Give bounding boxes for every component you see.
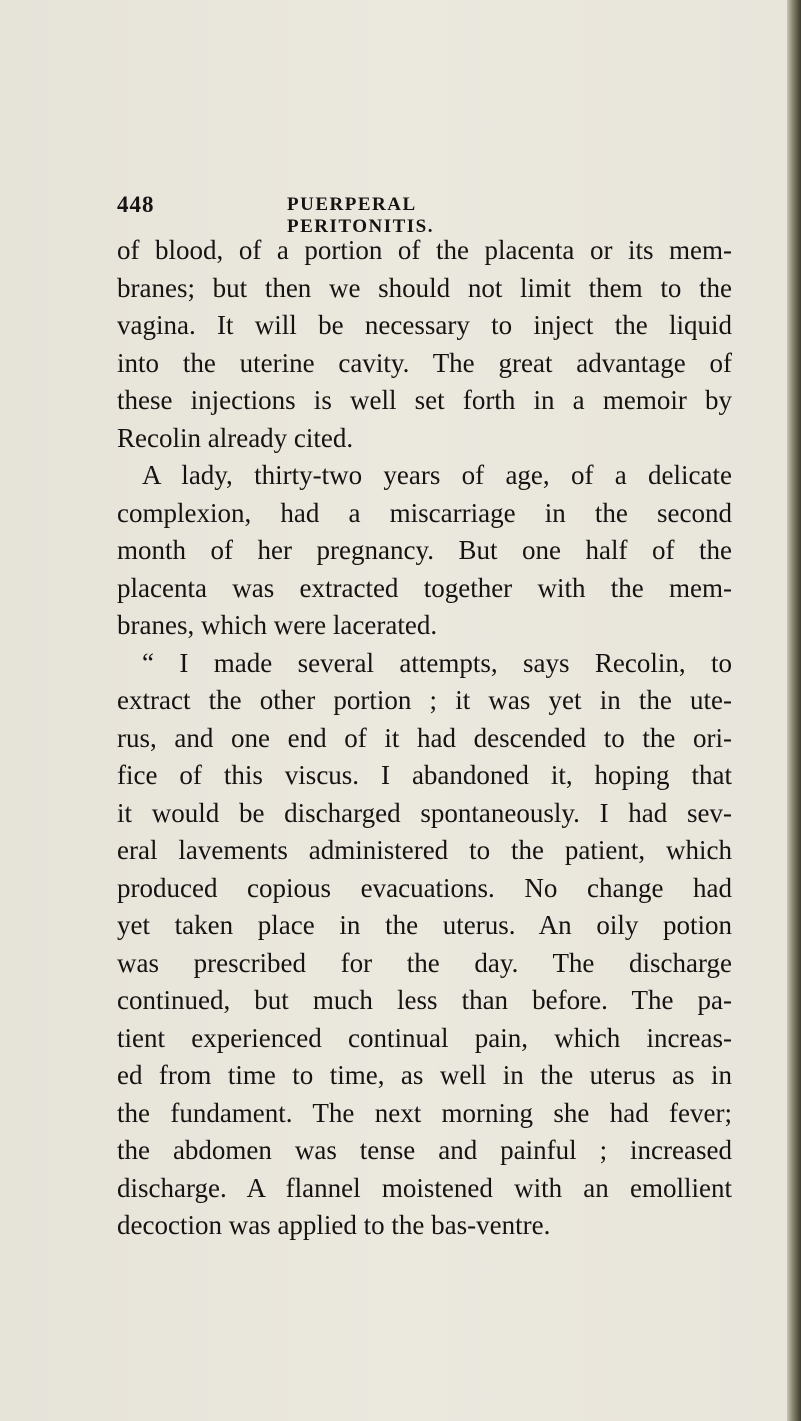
- text-line: Recolin already cited.: [117, 422, 354, 453]
- text-line: it would be discharged spontaneously. I had sev-: [117, 797, 732, 828]
- running-head: PUERPERAL PERITONITIS.: [287, 194, 435, 237]
- text-line: fice of this viscus. I abandoned it, hoping that: [117, 760, 732, 790]
- text-line: the fundament. The next morning she had fever;: [117, 1097, 732, 1128]
- text-line: branes; but then we should not limit them to the: [117, 272, 732, 303]
- text-line: discharge. A flannel moistened with an emollient: [117, 1172, 732, 1203]
- text-line: vagina. It will be necessary to inject the liquid: [117, 310, 732, 340]
- text-line: “ I made several attempts, says Recolin, to: [142, 647, 732, 678]
- text-line: these injections is well set forth in a memoir by: [117, 385, 732, 415]
- page-header: [117, 192, 557, 237]
- body-text: [117, 232, 732, 1245]
- text-line: month of her pregnancy. But one half of the: [117, 535, 732, 565]
- text-line: produced copious evacuations. No change had: [117, 872, 732, 903]
- text-line: ed from time to time, as well in the uterus as in: [117, 1060, 732, 1090]
- text-line: decoction was applied to the bas-ventre.: [117, 1210, 551, 1240]
- text-line: branes, which were lacerated.: [117, 610, 438, 640]
- text-line: of blood, of a portion of the placenta or its mem-: [117, 235, 732, 265]
- text-line: A lady, thirty-two years of age, of a delicate: [142, 460, 732, 490]
- text-line: rus, and one end of it had descended to the ori-: [117, 722, 732, 753]
- page-number: 448: [117, 192, 155, 217]
- text-line: placenta was extracted together with the mem-: [117, 572, 732, 603]
- text-line: the abdomen was tense and painful ; increased: [117, 1135, 732, 1165]
- text-line: yet taken place in the uterus. An oily potion: [117, 910, 732, 940]
- text-line: complexion, had a miscarriage in the second: [117, 497, 732, 528]
- text-line: tient experienced continual pain, which increas-: [117, 1022, 732, 1053]
- text-line: was prescribed for the day. The discharge: [117, 947, 732, 978]
- text-line: eral lavements administered to the patient, which: [117, 835, 732, 865]
- page-edge-shadow: [787, 0, 801, 1421]
- text-line: continued, but much less than before. The pa-: [117, 985, 732, 1015]
- text-line: into the uterine cavity. The great advantage of: [117, 347, 732, 378]
- text-line: extract the other portion ; it was yet in the ute-: [117, 685, 732, 715]
